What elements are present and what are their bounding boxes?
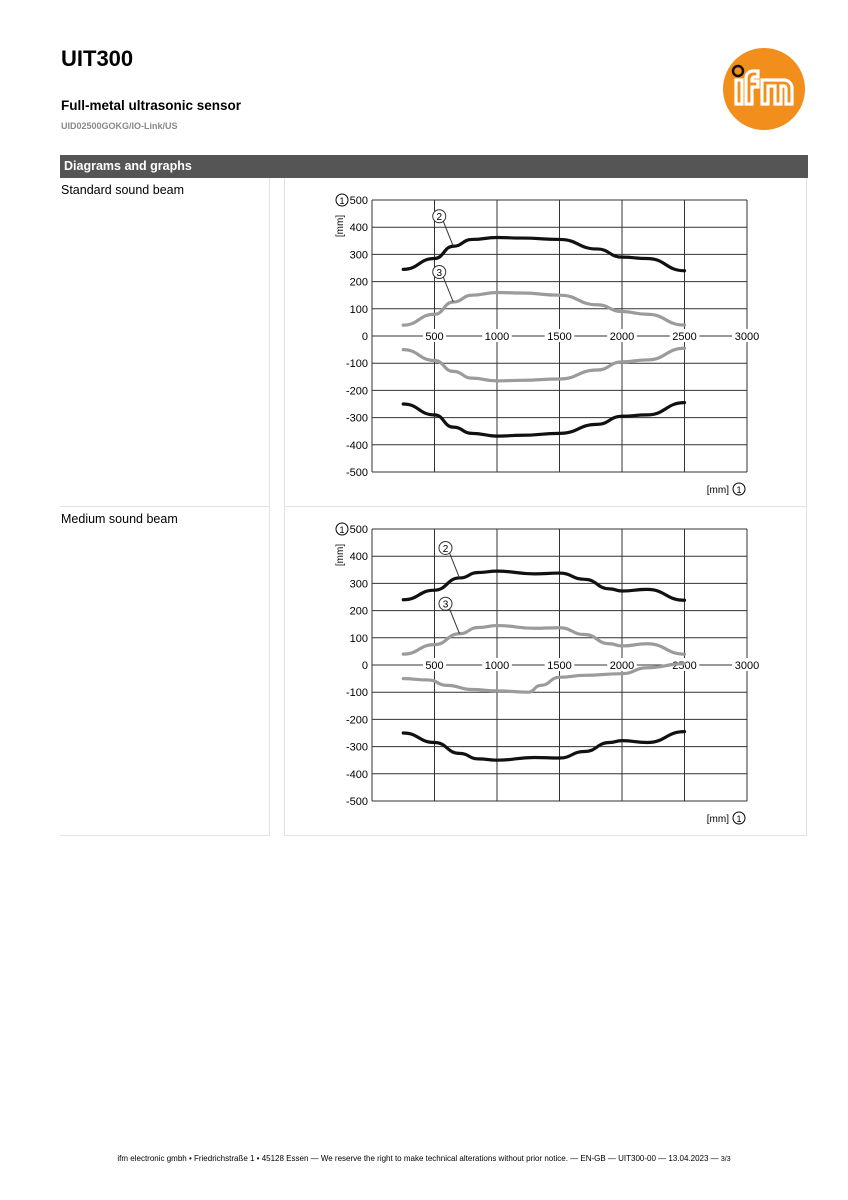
x-tick-label: 2000 (609, 331, 635, 343)
y-tick-label: 500 (349, 195, 368, 207)
series-line-1 (403, 571, 684, 600)
y-tick-label: -100 (345, 687, 368, 700)
series-line-3 (403, 348, 684, 381)
y-tick-label: -100 (345, 358, 368, 371)
y-tick-label: -500 (345, 796, 368, 808)
series-callout-line (450, 553, 460, 578)
y-tick-label: 100 (349, 632, 368, 645)
y-tick-label: -200 (345, 385, 368, 398)
row-separator (60, 835, 270, 836)
x-tick-label: 3000 (734, 660, 760, 672)
series-callout-label: 3 (442, 599, 449, 611)
x-tick-label: 2500 (672, 660, 697, 672)
x-unit-label: [mm] (706, 485, 729, 496)
y-tick-label: 400 (349, 551, 368, 564)
y-tick-label: -500 (345, 467, 368, 479)
y-tick-label: 200 (349, 605, 368, 618)
series-line-4 (403, 732, 684, 761)
y-tick-label: -400 (345, 768, 368, 781)
chart-frame-standard (284, 178, 807, 507)
section-header: Diagrams and graphs (60, 155, 808, 178)
row-separator (60, 506, 270, 507)
chart-standard-sound-beam (285, 178, 806, 506)
x-tick-label: 1500 (547, 660, 572, 672)
axis-marker-number: 1 (736, 485, 742, 495)
x-tick-label: 2500 (672, 331, 697, 343)
y-tick-label: 300 (349, 578, 368, 591)
y-tick-label: 100 (349, 303, 368, 316)
series-line-4 (403, 403, 684, 436)
series-callout-line (443, 221, 453, 246)
series-callout-label: 2 (436, 212, 443, 224)
row-divider (269, 178, 270, 506)
series-callout-label: 3 (436, 268, 443, 279)
chart-label-standard: Standard sound beam (61, 183, 185, 197)
page-number: 3/3 (720, 1156, 731, 1163)
y-tick-label: 300 (349, 249, 368, 262)
axis-marker-number: 1 (736, 814, 742, 824)
y-tick-label: 200 (349, 276, 368, 289)
x-tick-label: 1500 (547, 331, 572, 343)
y-tick-label: 0 (361, 660, 368, 672)
y-tick-label: 500 (349, 524, 368, 536)
y-tick-label: -400 (345, 439, 368, 452)
x-tick-label: 2000 (609, 660, 635, 672)
product-subtitle: Full-metal ultrasonic sensor (61, 98, 242, 113)
footer-text: ifm electronic gmbh • Friedrichstraße 1 • 45128 Essen — We reserve the right to make technical alterations without prior notice. — EN-GB — UIT300-00 — 13.04.2023 — (117, 1154, 719, 1163)
series-callout-label: 2 (442, 543, 449, 555)
x-tick-label: 500 (425, 331, 444, 343)
y-tick-label: 0 (361, 331, 368, 343)
row-divider (269, 507, 270, 835)
page-footer (0, 1154, 848, 1163)
x-tick-label: 1000 (484, 331, 510, 343)
series-callout-line (450, 609, 460, 634)
chart-medium-sound-beam (285, 507, 806, 835)
series-line-2 (403, 626, 684, 655)
x-tick-label: 500 (425, 660, 444, 672)
ifm-logo (722, 47, 806, 131)
y-unit-label: [mm] (335, 543, 346, 567)
x-tick-label: 3000 (734, 331, 760, 343)
y-tick-label: 400 (349, 222, 368, 235)
product-title: UIT300 (61, 46, 134, 71)
y-tick-label: -200 (345, 714, 368, 727)
x-unit-label: [mm] (706, 814, 729, 825)
x-tick-label: 1000 (484, 660, 510, 672)
axis-marker-number: 1 (339, 196, 345, 206)
y-tick-label: -300 (345, 412, 368, 425)
axis-marker-number: 1 (339, 525, 345, 535)
y-tick-label: -300 (345, 741, 368, 754)
chart-frame-medium (284, 507, 807, 836)
article-number: UID02500GOKG/IO-Link/US (61, 121, 178, 131)
series-callout-line (443, 277, 453, 302)
y-unit-label: [mm] (335, 214, 346, 238)
chart-label-medium: Medium sound beam (61, 512, 178, 526)
